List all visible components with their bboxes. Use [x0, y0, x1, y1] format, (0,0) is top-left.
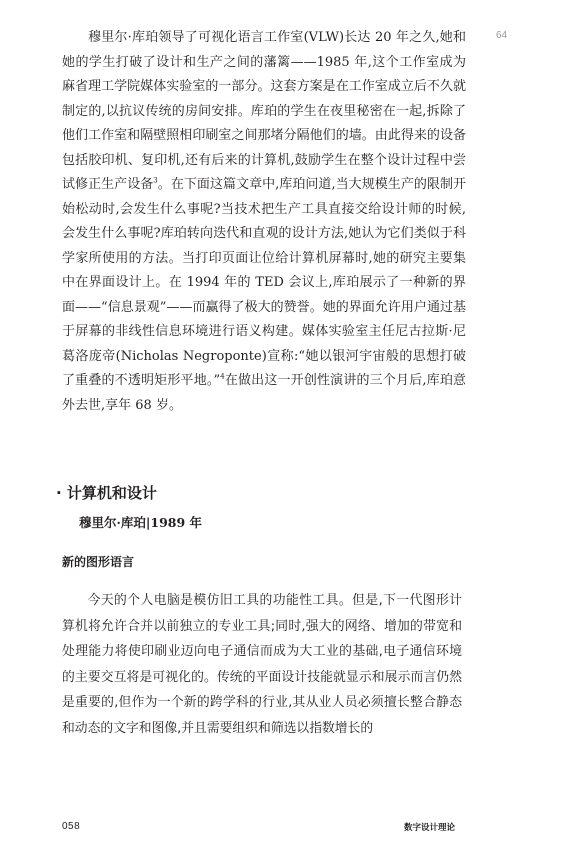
- section-byline: 穆里尔·库珀|1989 年: [79, 515, 203, 530]
- header-page-number: 64: [496, 30, 508, 41]
- section-title: · 计算机和设计: [56, 484, 157, 502]
- footer-page-number: 058: [62, 821, 81, 832]
- footnote-marker-4: 4: [220, 372, 225, 381]
- intro-paragraph: [62, 26, 466, 418]
- subheading: 新的图形语言: [62, 555, 135, 569]
- footer-book-title: 数字设计理论: [404, 823, 456, 833]
- intro-text-part-3: 在做出这一开创性演讲的三个月后,库珀意外去世,享年 68 岁。: [62, 373, 466, 413]
- body-paragraph: 今天的个人电脑是模仿旧工具的功能性工具。但是,下一代图形计算机将允许合并以前独立的专业工具;同时,强大的网络、增加的带宽和处理能力将使印刷业迈向电子通信而成为大工业的基础,电子通信环境的主要交互将是可视化的。传统的平面设计技能就显示和展示而言仍然是重要的,但作为一个新的跨学科的行业,其从业人员必须擅长整合静态和动态的文字和图像,并且需要组织和筛选以指数增长的: [62, 593, 462, 736]
- intro-text-part-2: 。在下面这篇文章中,库珀问道,当大规模生产的限制开始松动时,会发生什么事呢?当技术把生产工具直接交给设计师的时候,会发生什么事呢?库珀转向迭代和直观的设计方法,她认为它们类似于科学家所使用的方法。当打印页面让位给计算机屏幕时,她的研究主要集中在界面设计上。在 1994 年的 TED 会议上,库珀展示了一种新的界面——“信息景观”——而赢得了极大的赞誉。她的界面允许用户通过基于屏幕的非线性信息环境进行语义构建。媒体实验室主任尼古拉斯·尼葛洛庞帝(Nicholas Negroponte)宣称:“她以银河宇宙般的思想打破了重叠的不透明矩形平地。”: [62, 177, 466, 388]
- footnote-marker-3: 3: [153, 176, 158, 185]
- intro-text-part-1: 穆里尔·库珀领导了可视化语言工作室(VLW)长达 20 年之久,她和她的学生打破了设计和生产之间的藩篱——1985 年,这个工作室成为麻省理工学院媒体实验室的一部分。这套方案是在工作室成立后不久就制定的,以抗议传统的房间安排。库珀的学生在夜里秘密在一起,拆除了他们工作室和隔壁照相印刷室之间那堵分隔他们的墙。由此得来的设备包括胶印机、复印机,还有后来的计算机,鼓励学生在整个设计过程中尝试修正生产设备: [62, 30, 466, 192]
